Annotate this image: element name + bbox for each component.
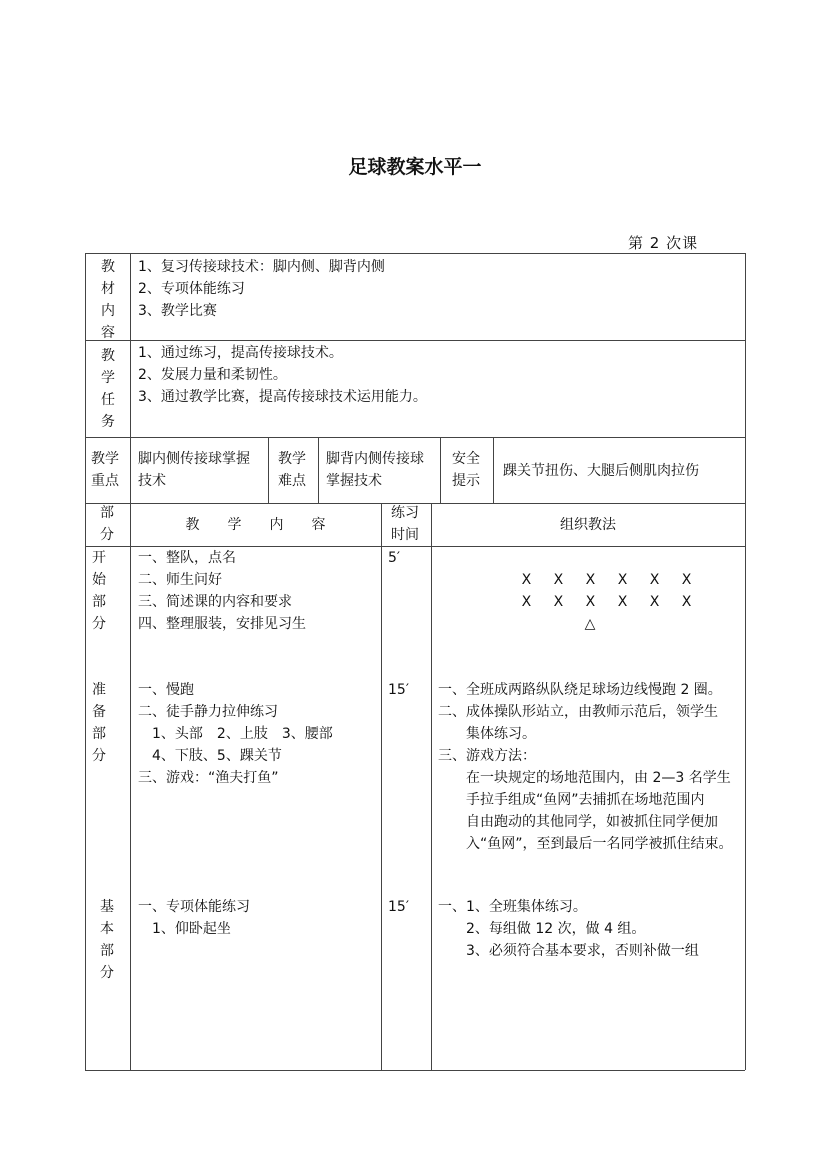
list-item: 2、专项体能练习 xyxy=(138,281,245,297)
method-line: 入“鱼网”，至到最后一名同学被抓住结束。 xyxy=(438,836,733,852)
warmup-section-label xyxy=(92,679,106,767)
list-item: 3、教学比赛 xyxy=(138,303,217,319)
header-line: 练习 xyxy=(391,505,419,521)
divider xyxy=(85,340,745,341)
page-title: 足球教案水平一 xyxy=(348,156,482,178)
label-char: 准 xyxy=(92,682,106,698)
student-row: X X X X X X xyxy=(521,594,701,610)
list-item: 4、下肢、5、踝关节 xyxy=(138,748,282,764)
start-section-content xyxy=(138,547,306,635)
label-char: 始 xyxy=(92,572,106,588)
list-item: 四、整理服装，安排见习生 xyxy=(138,616,306,632)
materials-content xyxy=(138,256,385,322)
header-method: 组织教法 xyxy=(560,517,616,533)
label-char: 教 xyxy=(101,348,115,364)
divider xyxy=(493,437,494,503)
label-char: 学 xyxy=(101,370,115,386)
list-item: 一、专项体能练习 xyxy=(138,899,250,915)
list-item: 1、仰卧起坐 xyxy=(138,921,231,937)
value-line: 脚内侧传接球掌握 xyxy=(138,451,250,467)
list-item: 1、复习传接球技术：脚内侧、脚背内侧 xyxy=(138,259,385,275)
label-char: 内 xyxy=(101,303,115,319)
divider xyxy=(318,437,319,503)
focus-label xyxy=(91,448,119,492)
warmup-section-content xyxy=(138,679,333,789)
label-char: 本 xyxy=(100,921,114,937)
label-line: 重点 xyxy=(91,473,119,489)
label-char: 分 xyxy=(92,616,106,632)
divider xyxy=(268,437,269,503)
label-line: 提示 xyxy=(452,473,480,489)
label-char: 教 xyxy=(101,259,115,275)
method-line: 在一块规定的场地范围内，由 2—3 名学生 xyxy=(438,770,731,786)
divider xyxy=(130,253,131,1070)
method-line: 三、游戏方法： xyxy=(438,748,536,764)
value-line: 技术 xyxy=(138,473,166,489)
divider xyxy=(440,437,441,503)
label-char: 部 xyxy=(100,943,114,959)
tasks-content xyxy=(138,342,427,408)
materials-label xyxy=(86,256,130,344)
method-line: 自由跑动的其他同学，如被抓住同学便加 xyxy=(438,814,718,830)
safety-value: 踝关节扭伤、大腿后侧肌肉拉伤 xyxy=(503,463,699,479)
divider xyxy=(85,253,745,254)
list-item: 一、慢跑 xyxy=(138,682,194,698)
label-char: 分 xyxy=(92,748,106,764)
label-char: 材 xyxy=(101,281,115,297)
tasks-label xyxy=(86,345,130,433)
formation-diagram xyxy=(431,569,791,635)
label-line: 教学 xyxy=(91,451,119,467)
label-char: 开 xyxy=(92,550,106,566)
label-char: 部 xyxy=(92,726,106,742)
warmup-section-time: 15′ xyxy=(388,682,409,698)
list-item: 三、简述课的内容和要求 xyxy=(138,594,292,610)
divider xyxy=(85,437,745,438)
header-time xyxy=(391,502,419,546)
student-row: X X X X X X xyxy=(521,572,701,588)
label-line: 安全 xyxy=(452,451,480,467)
list-item: 三、游戏：“渔夫打鱼” xyxy=(138,770,279,786)
difficulty-value xyxy=(326,448,424,492)
value-line: 掌握技术 xyxy=(326,473,382,489)
method-line: 集体练习。 xyxy=(438,726,536,742)
label-char: 部 xyxy=(92,594,106,610)
list-item: 2、发展力量和柔韧性。 xyxy=(138,367,287,383)
difficulty-label xyxy=(278,448,306,492)
basic-section-time: 15′ xyxy=(388,899,409,915)
list-item: 3、通过教学比赛，提高传接球技术运用能力。 xyxy=(138,389,427,405)
lesson-number: 第 2 次课 xyxy=(628,234,699,252)
basic-section-method xyxy=(438,896,699,962)
focus-value xyxy=(138,448,250,492)
divider xyxy=(745,253,746,1070)
list-item: 1、头部 2、上肢 3、腰部 xyxy=(138,726,333,742)
label-char: 容 xyxy=(101,325,115,341)
method-line: 3、必须符合基本要求，否则补做一组 xyxy=(438,943,699,959)
label-line: 难点 xyxy=(278,473,306,489)
start-section-label xyxy=(92,547,106,635)
label-char: 分 xyxy=(100,965,114,981)
method-line: 一、1、全班集体练习。 xyxy=(438,899,587,915)
start-section-time: 5′ xyxy=(388,550,401,566)
header-line: 时间 xyxy=(391,527,419,543)
header-section xyxy=(100,502,114,546)
basic-section-content xyxy=(138,896,250,940)
list-item: 二、师生问好 xyxy=(138,572,222,588)
method-line: 一、全班成两路纵队绕足球场边线慢跑 2 圈。 xyxy=(438,682,722,698)
header-content: 教 学 内 容 xyxy=(185,517,326,533)
label-char: 基 xyxy=(100,899,114,915)
header-char: 分 xyxy=(100,527,114,543)
method-line: 二、成体操队形站立，由教师示范后，领学生 xyxy=(438,704,718,720)
basic-section-label xyxy=(100,896,114,984)
label-char: 任 xyxy=(101,392,115,408)
teacher-triangle-icon: △ xyxy=(584,616,596,632)
warmup-section-method xyxy=(438,679,733,855)
label-line: 教学 xyxy=(278,451,306,467)
safety-label xyxy=(452,448,480,492)
list-item: 二、徒手静力拉伸练习 xyxy=(138,704,278,720)
method-line: 2、每组做 12 次，做 4 组。 xyxy=(438,921,646,937)
method-line: 手拉手组成“鱼网”去捕抓在场地范围内 xyxy=(438,792,705,808)
label-char: 备 xyxy=(92,704,106,720)
list-item: 1、通过练习，提高传接球技术。 xyxy=(138,345,343,361)
list-item: 一、整队，点名 xyxy=(138,550,236,566)
value-line: 脚背内侧传接球 xyxy=(326,451,424,467)
divider xyxy=(381,503,382,1070)
header-char: 部 xyxy=(100,505,114,521)
divider xyxy=(85,1070,745,1071)
label-char: 务 xyxy=(101,414,115,430)
